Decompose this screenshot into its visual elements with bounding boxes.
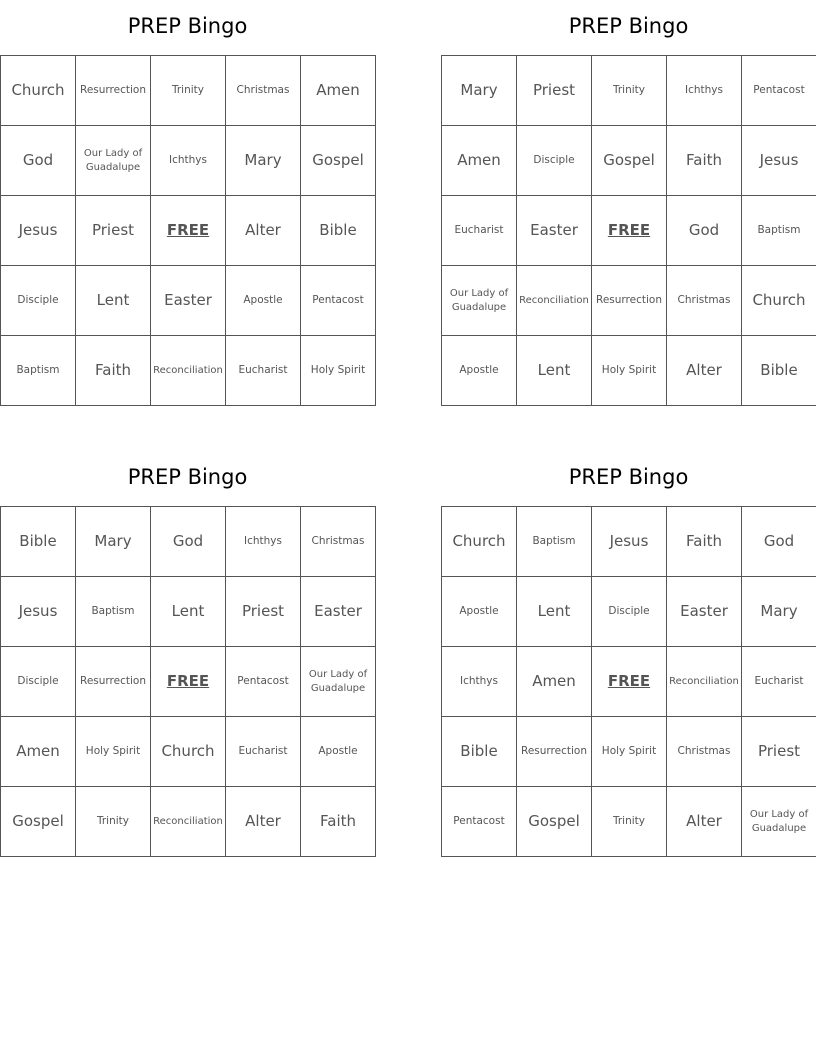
bingo-cell: Pentacost (742, 56, 816, 126)
bingo-cell: Our Lady of Guadalupe (76, 126, 151, 196)
bingo-cell: Lent (151, 577, 226, 647)
bingo-cell: Bible (301, 196, 376, 266)
bingo-cell: Christmas (226, 56, 301, 126)
bingo-cell: Church (1, 56, 76, 126)
card-title: PREP Bingo (127, 14, 248, 38)
bingo-cell: Eucharist (226, 336, 301, 406)
bingo-row (442, 577, 816, 647)
bingo-cell: God (151, 507, 226, 577)
bingo-row (1, 787, 376, 857)
bingo-cell: Jesus (1, 196, 76, 266)
bingo-row (1, 717, 376, 787)
bingo-grid (441, 55, 816, 406)
bingo-cell: Amen (442, 126, 517, 196)
bingo-cell: Jesus (1, 577, 76, 647)
bingo-cell: Pentacost (442, 787, 517, 857)
bingo-row (1, 196, 376, 266)
bingo-cell: Lent (517, 577, 592, 647)
bingo-cell: Christmas (667, 266, 742, 336)
bingo-cell: Eucharist (226, 717, 301, 787)
bingo-cell: Resurrection (592, 266, 667, 336)
bingo-cell: Our Lady of Guadalupe (301, 647, 376, 717)
bingo-cell: Ichthys (226, 507, 301, 577)
bingo-cell: Faith (667, 126, 742, 196)
bingo-cell: Apostle (301, 717, 376, 787)
bingo-grid (0, 506, 376, 857)
bingo-row (442, 507, 816, 577)
bingo-cell: Reconciliation (151, 336, 226, 406)
bingo-row (1, 507, 376, 577)
bingo-cell: Gospel (592, 126, 667, 196)
bingo-row (1, 56, 376, 126)
bingo-cell: Church (742, 266, 816, 336)
bingo-row (442, 647, 816, 717)
bingo-cell: Bible (442, 717, 517, 787)
free-space: FREE (151, 196, 226, 266)
bingo-cell: Reconciliation (517, 266, 592, 336)
bingo-cell: Easter (667, 577, 742, 647)
bingo-cell: Easter (517, 196, 592, 266)
bingo-cell: Christmas (667, 717, 742, 787)
bingo-cell: Pentacost (301, 266, 376, 336)
bingo-cell: Church (442, 507, 517, 577)
bingo-cell: Easter (301, 577, 376, 647)
bingo-cell: Ichthys (151, 126, 226, 196)
bingo-cell: Trinity (76, 787, 151, 857)
bingo-cell: Baptism (742, 196, 816, 266)
bingo-cell: Alter (667, 787, 742, 857)
bingo-row (442, 717, 816, 787)
bingo-row (1, 336, 376, 406)
bingo-row (1, 577, 376, 647)
bingo-cell: Trinity (592, 56, 667, 126)
bingo-cell: Alter (667, 336, 742, 406)
bingo-cell: Christmas (301, 507, 376, 577)
bingo-cell: Easter (151, 266, 226, 336)
bingo-cell: Ichthys (442, 647, 517, 717)
bingo-row (442, 56, 816, 126)
bingo-cell: Apostle (442, 577, 517, 647)
bingo-cell: Trinity (151, 56, 226, 126)
bingo-card-2 (441, 0, 816, 406)
card-title: PREP Bingo (127, 465, 248, 489)
bingo-cell: Gospel (301, 126, 376, 196)
free-space: FREE (592, 196, 667, 266)
bingo-cell: Disciple (592, 577, 667, 647)
bingo-cell: Baptism (76, 577, 151, 647)
bingo-cell: Reconciliation (667, 647, 742, 717)
bingo-cell: Eucharist (442, 196, 517, 266)
bingo-row (1, 266, 376, 336)
bingo-row (442, 266, 816, 336)
bingo-cell: Resurrection (517, 717, 592, 787)
bingo-cell: Resurrection (76, 56, 151, 126)
bingo-cell: Mary (442, 56, 517, 126)
bingo-cell: Reconciliation (151, 787, 226, 857)
free-space: FREE (592, 647, 667, 717)
bingo-cell: Faith (76, 336, 151, 406)
bingo-cell: Amen (1, 717, 76, 787)
bingo-cell: Apostle (226, 266, 301, 336)
bingo-cell: Gospel (1, 787, 76, 857)
bingo-cell: Faith (301, 787, 376, 857)
card-title: PREP Bingo (568, 465, 689, 489)
bingo-cell: God (1, 126, 76, 196)
bingo-cell: Lent (76, 266, 151, 336)
bingo-cell: Bible (742, 336, 816, 406)
bingo-cell: Eucharist (742, 647, 816, 717)
bingo-card-4 (441, 451, 816, 857)
bingo-grid (441, 506, 816, 857)
bingo-cell: Our Lady of Guadalupe (442, 266, 517, 336)
bingo-row (1, 647, 376, 717)
bingo-cell: Priest (517, 56, 592, 126)
bingo-cell: Disciple (517, 126, 592, 196)
bingo-cell: Holy Spirit (76, 717, 151, 787)
bingo-row (442, 787, 816, 857)
bingo-cell: Alter (226, 196, 301, 266)
bingo-cell: Resurrection (76, 647, 151, 717)
bingo-cell: Lent (517, 336, 592, 406)
bingo-cell: Mary (226, 126, 301, 196)
bingo-cell: Trinity (592, 787, 667, 857)
bingo-cell: Alter (226, 787, 301, 857)
bingo-card-1 (0, 0, 375, 406)
bingo-cell: Amen (301, 56, 376, 126)
bingo-cell: Mary (76, 507, 151, 577)
bingo-cell: God (742, 507, 816, 577)
bingo-cell: Faith (667, 507, 742, 577)
bingo-cell: Apostle (442, 336, 517, 406)
bingo-cell: Ichthys (667, 56, 742, 126)
bingo-cell: Holy Spirit (592, 717, 667, 787)
bingo-cell: Mary (742, 577, 816, 647)
bingo-cell: Church (151, 717, 226, 787)
bingo-cell: Baptism (517, 507, 592, 577)
bingo-row (442, 126, 816, 196)
bingo-cell: Priest (226, 577, 301, 647)
bingo-cell: Bible (1, 507, 76, 577)
bingo-cell: Pentacost (226, 647, 301, 717)
bingo-row (442, 336, 816, 406)
free-space: FREE (151, 647, 226, 717)
card-title: PREP Bingo (568, 14, 689, 38)
bingo-cell: Priest (76, 196, 151, 266)
bingo-cell: Baptism (1, 336, 76, 406)
bingo-cell: Our Lady of Guadalupe (742, 787, 816, 857)
bingo-cell: Jesus (742, 126, 816, 196)
bingo-cell: Jesus (592, 507, 667, 577)
bingo-cell: Holy Spirit (301, 336, 376, 406)
bingo-cell: Gospel (517, 787, 592, 857)
bingo-cell: Priest (742, 717, 816, 787)
bingo-cell: Holy Spirit (592, 336, 667, 406)
bingo-cell: Disciple (1, 266, 76, 336)
bingo-row (442, 196, 816, 266)
bingo-cell: Disciple (1, 647, 76, 717)
bingo-row (1, 126, 376, 196)
bingo-cell: Amen (517, 647, 592, 717)
bingo-card-3 (0, 451, 375, 857)
bingo-grid (0, 55, 376, 406)
bingo-cell: God (667, 196, 742, 266)
